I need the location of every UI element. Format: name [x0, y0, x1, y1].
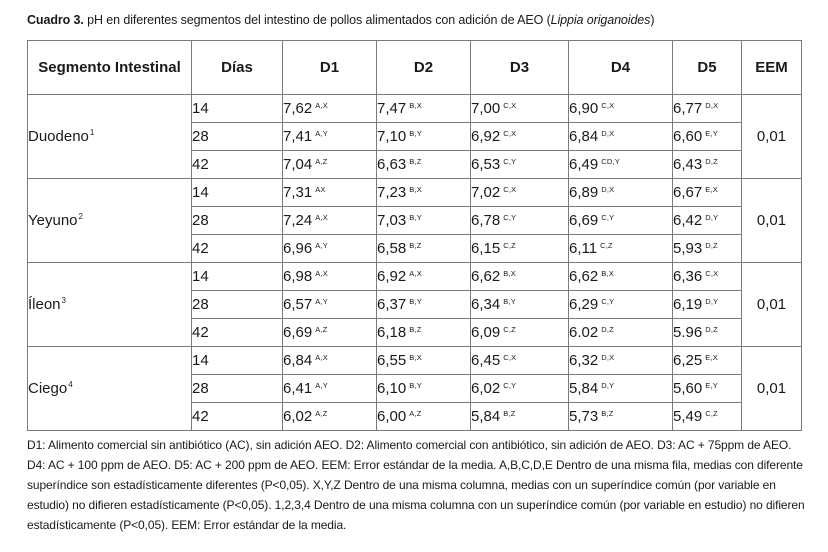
significance-superscript: E,Y: [705, 381, 718, 390]
value-cell-d3: [471, 403, 569, 431]
significance-superscript: C,Z: [705, 409, 718, 418]
ph-value: 6,41: [283, 380, 313, 397]
ph-value: 7,10: [377, 128, 407, 145]
significance-superscript: C,X: [503, 185, 517, 194]
significance-superscript: B,Y: [409, 129, 422, 138]
day-cell: 14: [192, 95, 283, 123]
ph-value: 5.96: [673, 324, 703, 341]
significance-superscript: D,X: [601, 353, 615, 362]
day-cell: 42: [192, 235, 283, 263]
ph-value: 7,24: [283, 212, 313, 229]
ph-value: 6,15: [471, 240, 501, 257]
significance-superscript: B,X: [409, 353, 422, 362]
significance-superscript: CD,Y: [601, 157, 620, 166]
significance-superscript: B,X: [503, 269, 516, 278]
header-d3: D3: [471, 41, 569, 95]
value-cell-d5: [673, 403, 742, 431]
table-footnote: D1: Alimento comercial sin antibiótico (AC), sin adición AEO. D2: Alimento comercial con antibiótico, sin adición de AEO. D3: AC + 75ppm de AEO. D4: AC + 100 ppm de AEO. D5: AC + 200 ppm de AEO. EEM: Error estándar de la media. A,B,C,D,E Dentro de una misma fila, medias con diferente superíndice son estadísticamente diferentes (P<0,05). X,Y,Z Dentro de una misma columna, medias con un superíndice común (por variable en estudio) no difieren estadísticamente (P<0,05). 1,2,3,4 Dentro de una misma columna con un superíndice común (por variable en estudio) no difieren estadísticamente (P<0,05). EEM: Error estándar de la media.: [27, 438, 805, 532]
value-cell-d2: [377, 375, 471, 403]
significance-superscript: A,Y: [315, 129, 328, 138]
significance-superscript: D,Z: [705, 241, 718, 250]
header-d5: D5: [673, 41, 742, 95]
significance-superscript: D,Z: [601, 325, 614, 334]
ph-value: 5,49: [673, 408, 703, 425]
table-row: [28, 263, 802, 291]
ph-value: 6,10: [377, 380, 407, 397]
ph-value: 6,53: [471, 156, 501, 173]
value-cell-d5: [673, 151, 742, 179]
value-cell-d4: [569, 403, 673, 431]
table-row: [28, 95, 802, 123]
significance-superscript: A,Z: [315, 409, 328, 418]
significance-superscript: B,Y: [409, 381, 422, 390]
header-d1: D1: [283, 41, 377, 95]
segment-footnote-mark: 1: [89, 128, 95, 137]
value-cell-d1: [283, 347, 377, 375]
ph-value: 6,00: [377, 408, 407, 425]
significance-superscript: C,X: [601, 101, 615, 110]
value-cell-d3: [471, 207, 569, 235]
ph-value: 6,11: [569, 240, 598, 257]
significance-superscript: C,X: [705, 269, 719, 278]
significance-superscript: B,Z: [409, 325, 422, 334]
significance-superscript: A,X: [409, 269, 422, 278]
ph-value: 6,90: [569, 100, 599, 117]
caption-label: Cuadro 3.: [27, 13, 84, 27]
day-cell: 28: [192, 375, 283, 403]
ph-value: 5,84: [569, 380, 599, 397]
value-cell-d4: [569, 263, 673, 291]
significance-superscript: A,Y: [315, 381, 328, 390]
value-cell-d1: [283, 95, 377, 123]
ph-value: 6,84: [569, 128, 599, 145]
ph-value: 7,31: [283, 184, 313, 201]
value-cell-d3: [471, 375, 569, 403]
significance-superscript: C,X: [503, 353, 517, 362]
value-cell-d1: [283, 263, 377, 291]
value-cell-d2: [377, 179, 471, 207]
significance-superscript: C,Y: [503, 213, 517, 222]
value-cell-d1: [283, 319, 377, 347]
value-cell-d3: [471, 151, 569, 179]
day-cell: 42: [192, 319, 283, 347]
ph-value: 6,84: [283, 352, 313, 369]
significance-superscript: B,X: [409, 101, 422, 110]
value-cell-d4: [569, 375, 673, 403]
value-cell-d5: [673, 123, 742, 151]
ph-value: 7,03: [377, 212, 407, 229]
value-cell-d2: [377, 151, 471, 179]
value-cell-d1: [283, 207, 377, 235]
significance-superscript: D,Y: [705, 213, 719, 222]
significance-superscript: A,Z: [409, 409, 422, 418]
ph-value: 7,04: [283, 156, 313, 173]
value-cell-d4: [569, 207, 673, 235]
ph-value: 6,69: [569, 212, 599, 229]
value-cell-d5: [673, 347, 742, 375]
ph-value: 7,47: [377, 100, 407, 117]
value-cell-d4: [569, 179, 673, 207]
ph-value: 6,78: [471, 212, 501, 229]
ph-value: 6,62: [471, 268, 501, 285]
day-cell: 14: [192, 263, 283, 291]
ph-value: 6,32: [569, 352, 599, 369]
ph-value: 6,58: [377, 240, 407, 257]
ph-value: 6,34: [471, 296, 501, 313]
caption-close: ): [650, 13, 655, 27]
value-cell-d1: [283, 403, 377, 431]
ph-value: 6,63: [377, 156, 407, 173]
ph-value: 6,92: [377, 268, 407, 285]
significance-superscript: C,Z: [503, 325, 516, 334]
value-cell-d4: [569, 291, 673, 319]
significance-superscript: A,Y: [315, 297, 328, 306]
segment-cell: [28, 179, 192, 263]
significance-superscript: E,X: [705, 353, 718, 362]
ph-value: 7,23: [377, 184, 407, 201]
value-cell-d3: [471, 95, 569, 123]
significance-superscript: C,Z: [600, 241, 613, 250]
value-cell-d4: [569, 319, 673, 347]
table-body: [28, 95, 802, 431]
significance-superscript: D,X: [601, 185, 615, 194]
value-cell-d2: [377, 347, 471, 375]
ph-value: 7,02: [471, 184, 501, 201]
significance-superscript: B,X: [601, 269, 614, 278]
value-cell-d2: [377, 319, 471, 347]
value-cell-d3: [471, 319, 569, 347]
segment-name: Duodeno: [28, 128, 89, 145]
day-cell: 14: [192, 347, 283, 375]
significance-superscript: D,Y: [705, 297, 719, 306]
ph-value: 6,29: [569, 296, 599, 313]
ph-value: 6,98: [283, 268, 313, 285]
table-caption: [27, 13, 654, 27]
segment-name: Ciego: [28, 380, 68, 397]
value-cell-d5: [673, 95, 742, 123]
significance-superscript: E,X: [705, 185, 718, 194]
value-cell-d3: [471, 291, 569, 319]
value-cell-d2: [377, 263, 471, 291]
value-cell-d4: [569, 235, 673, 263]
ph-value: 6.02: [569, 324, 599, 341]
ph-value: 6,43: [673, 156, 703, 173]
header-d2: D2: [377, 41, 471, 95]
caption-text: pH en diferentes segmentos del intestino de pollos alimentados con adición de AEO (: [83, 13, 551, 27]
ph-value: 6,19: [673, 296, 703, 313]
value-cell-d2: [377, 403, 471, 431]
ph-value: 7,41: [283, 128, 313, 145]
value-cell-d5: [673, 263, 742, 291]
value-cell-d2: [377, 123, 471, 151]
value-cell-d2: [377, 235, 471, 263]
significance-superscript: D,Y: [601, 381, 615, 390]
header-days: Días: [192, 41, 283, 95]
header-segment: Segmento Intestinal: [28, 41, 192, 95]
segment-cell: [28, 263, 192, 347]
day-cell: 42: [192, 403, 283, 431]
ph-value: 6,18: [377, 324, 407, 341]
ph-value: 6,37: [377, 296, 407, 313]
significance-superscript: B,Y: [409, 213, 422, 222]
significance-superscript: A,Y: [315, 241, 328, 250]
ph-value: 5,93: [673, 240, 703, 257]
ph-value: 6,60: [673, 128, 703, 145]
ph-value: 6,49: [569, 156, 599, 173]
significance-superscript: C,Y: [601, 213, 615, 222]
significance-superscript: A,X: [315, 101, 328, 110]
ph-value: 6,62: [569, 268, 599, 285]
significance-superscript: D,Z: [705, 325, 718, 334]
value-cell-d1: [283, 291, 377, 319]
header-row: [28, 41, 802, 95]
significance-superscript: C,Y: [503, 157, 517, 166]
header-d4: D4: [569, 41, 673, 95]
ph-table: [27, 40, 802, 431]
significance-superscript: A,X: [315, 213, 328, 222]
ph-value: 6,69: [283, 324, 313, 341]
significance-superscript: C,X: [503, 101, 517, 110]
ph-value: 6,96: [283, 240, 313, 257]
value-cell-d4: [569, 151, 673, 179]
value-cell-d4: [569, 123, 673, 151]
significance-superscript: D,X: [705, 101, 719, 110]
ph-value: 6,57: [283, 296, 313, 313]
significance-superscript: AX: [315, 185, 326, 194]
ph-value: 5,60: [673, 380, 703, 397]
value-cell-d2: [377, 95, 471, 123]
ph-value: 6,02: [471, 380, 501, 397]
value-cell-d1: [283, 179, 377, 207]
ph-value: 6,36: [673, 268, 703, 285]
header-eem: EEM: [742, 41, 802, 95]
significance-superscript: C,Z: [503, 241, 516, 250]
significance-superscript: B,Y: [503, 297, 516, 306]
ph-value: 6,92: [471, 128, 501, 145]
significance-superscript: A,X: [315, 353, 328, 362]
value-cell-d5: [673, 207, 742, 235]
day-cell: 28: [192, 123, 283, 151]
segment-footnote-mark: 4: [68, 380, 73, 389]
value-cell-d5: [673, 179, 742, 207]
ph-value: 6,42: [673, 212, 703, 229]
significance-superscript: A,X: [315, 269, 328, 278]
ph-value: 6,09: [471, 324, 501, 341]
significance-superscript: B,Z: [601, 409, 614, 418]
significance-superscript: E,Y: [705, 129, 718, 138]
significance-superscript: B,X: [409, 185, 422, 194]
significance-superscript: A,Z: [315, 325, 328, 334]
eem-cell: 0,01: [742, 95, 802, 179]
ph-value: 7,62: [283, 100, 313, 117]
value-cell-d5: [673, 375, 742, 403]
significance-superscript: C,Y: [503, 381, 517, 390]
value-cell-d3: [471, 235, 569, 263]
segment-name: Yeyuno: [28, 212, 78, 229]
value-cell-d2: [377, 291, 471, 319]
eem-cell: 0,01: [742, 263, 802, 347]
value-cell-d3: [471, 263, 569, 291]
ph-value: 5,73: [569, 408, 599, 425]
ph-value: 6,55: [377, 352, 407, 369]
ph-value: 6,67: [673, 184, 703, 201]
significance-superscript: B,Z: [409, 157, 422, 166]
value-cell-d3: [471, 179, 569, 207]
caption-species: Lippia origanoides: [550, 13, 651, 27]
significance-superscript: D,X: [601, 129, 615, 138]
significance-superscript: C,X: [503, 129, 517, 138]
segment-footnote-mark: 3: [61, 296, 67, 305]
segment-footnote-mark: 2: [78, 212, 84, 221]
value-cell-d5: [673, 291, 742, 319]
significance-superscript: B,Z: [409, 241, 422, 250]
eem-cell: 0,01: [742, 347, 802, 431]
table-row: [28, 347, 802, 375]
ph-value: 6,77: [673, 100, 703, 117]
significance-superscript: B,Y: [409, 297, 422, 306]
segment-name: Íleon: [28, 296, 61, 313]
ph-value: 6,89: [569, 184, 599, 201]
value-cell-d1: [283, 123, 377, 151]
eem-cell: 0,01: [742, 179, 802, 263]
value-cell-d4: [569, 347, 673, 375]
table-row: [28, 179, 802, 207]
ph-value: 6,02: [283, 408, 313, 425]
significance-superscript: B,Z: [503, 409, 516, 418]
day-cell: 28: [192, 291, 283, 319]
segment-cell: [28, 347, 192, 431]
value-cell-d1: [283, 375, 377, 403]
value-cell-d3: [471, 347, 569, 375]
day-cell: 28: [192, 207, 283, 235]
segment-cell: [28, 95, 192, 179]
value-cell-d1: [283, 151, 377, 179]
significance-superscript: D,Z: [705, 157, 718, 166]
value-cell-d5: [673, 235, 742, 263]
value-cell-d1: [283, 235, 377, 263]
ph-value: 7,00: [471, 100, 501, 117]
value-cell-d5: [673, 319, 742, 347]
value-cell-d2: [377, 207, 471, 235]
ph-value: 6,25: [673, 352, 703, 369]
ph-value: 5,84: [471, 408, 501, 425]
value-cell-d4: [569, 95, 673, 123]
significance-superscript: A,Z: [315, 157, 328, 166]
significance-superscript: C,Y: [601, 297, 615, 306]
day-cell: 42: [192, 151, 283, 179]
value-cell-d3: [471, 123, 569, 151]
ph-value: 6,45: [471, 352, 501, 369]
day-cell: 14: [192, 179, 283, 207]
